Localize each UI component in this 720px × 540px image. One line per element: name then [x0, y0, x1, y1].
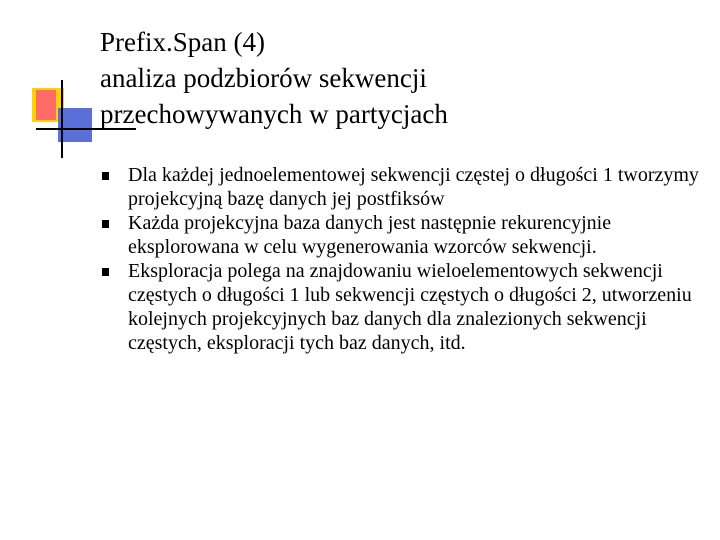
- logo-red-square: [36, 90, 56, 120]
- logo-vertical-line: [61, 80, 63, 158]
- bullet-item: [102, 163, 702, 211]
- square-bullet-icon: [102, 220, 109, 228]
- logo-blue-square: [58, 108, 92, 142]
- bullet-text: Dla każdej jednoelementowej sekwencji częstej o długości 1 tworzymy projekcyjną bazę danych jej postfiksów: [128, 164, 699, 210]
- square-bullet-icon: [102, 172, 109, 180]
- bullet-item: [102, 259, 702, 355]
- bullet-text: Eksploracja polega na znajdowaniu wieloelementowych sekwencji częstych o długości 1 lub sekwencji częstych o długości 2, utworzeniu kolejnych projekcyjnych baz danych dla znalezionych sekwencji częstych, eksploracji tych baz danych, itd.: [128, 260, 692, 354]
- square-bullet-icon: [102, 268, 109, 276]
- bullet-text: Każda projekcyjna baza danych jest następnie rekurencyjnie eksplorowana w celu wygenerowania wzorców sekwencji.: [128, 212, 612, 258]
- bullet-item: [102, 211, 702, 259]
- slide-title: Prefix.Span (4) analiza podzbiorów sekwencji przechowywanych w partycjach: [100, 27, 448, 129]
- bullet-list: [102, 163, 702, 355]
